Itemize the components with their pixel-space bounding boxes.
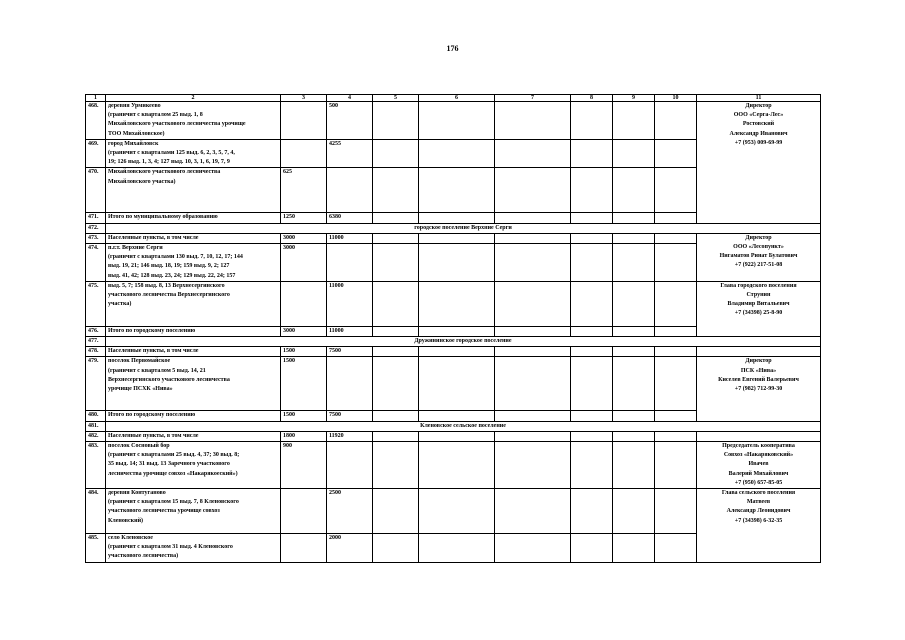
table-row (86, 347, 821, 357)
description-line: (граничит с кварталом 15 выд. 7, 8 Кленовского (108, 499, 239, 506)
page-number: 176 (446, 44, 459, 53)
description-line: Кленовский) (108, 517, 144, 524)
empty-cell-col-9 (613, 489, 655, 534)
empty-cell-col-8 (571, 357, 613, 411)
description-line: 35 выд. 14; 31 выд. 13 Заречного участкового (108, 461, 230, 468)
empty-cell-col-6 (419, 233, 495, 243)
empty-cell-col-5 (373, 139, 419, 168)
table-row (86, 233, 821, 243)
area-col-3: 3000 (281, 233, 327, 243)
empty-cell-col-9 (613, 357, 655, 411)
table-row (86, 442, 821, 489)
empty-cell-col-6 (419, 347, 495, 357)
description-line: (граничит с кварталами 130 выд. 7, 10, 12, 17; 144 (108, 254, 243, 261)
empty-cell-col-10 (655, 102, 697, 140)
settlement-description (106, 233, 281, 243)
description-line: Михайловского участкового лесничества урочище (108, 121, 246, 128)
empty-cell-col-9 (613, 411, 655, 421)
contact-line: ПСК «Нива» (740, 367, 777, 374)
settlement-description (106, 442, 281, 489)
description-line: ТОО Михайловское) (108, 130, 165, 137)
column-header: 1 (86, 95, 106, 102)
empty-cell-col-10 (655, 431, 697, 441)
column-header: 3 (281, 95, 327, 102)
empty-cell-col-7 (495, 139, 571, 168)
empty-cell-col-9 (613, 102, 655, 140)
empty-cell-col-5 (373, 442, 419, 489)
row-number: 470. (86, 168, 106, 213)
empty-cell-col-9 (613, 534, 655, 563)
row-number: 485. (86, 534, 106, 563)
section-title: Дружининское городское поселение (106, 337, 821, 347)
empty-cell-col-10 (655, 168, 697, 213)
description-line: (граничит с кварталом 5 выд. 14, 21 (108, 367, 206, 374)
empty-cell-col-10 (655, 281, 697, 326)
contact-line: Нигаматов Ринат Булатович (719, 253, 798, 260)
contact-line: Александр Леонидович (726, 508, 791, 515)
empty-cell-col-9 (613, 281, 655, 326)
description-line: выд. 41, 42; 128 выд. 23, 24; 129 выд. 22, 24; 157 (108, 272, 236, 279)
empty-cell-col-5 (373, 168, 419, 213)
contact-line: Ивачев (748, 461, 769, 468)
area-col-3 (281, 534, 327, 563)
empty-cell-col-6 (419, 244, 495, 282)
description-line: участкового лесничества урочище совхоз (108, 508, 220, 515)
contact-line: Глава сельского поселения (721, 490, 796, 497)
empty-cell-col-8 (571, 442, 613, 489)
area-col-4: 11000 (327, 326, 373, 336)
row-number: 479. (86, 357, 106, 411)
area-col-4: 2500 (327, 489, 373, 534)
contact-line: Директор (745, 358, 772, 365)
empty-cell-col-9 (613, 244, 655, 282)
area-col-3: 1500 (281, 347, 327, 357)
empty-cell-col-6 (419, 281, 495, 326)
empty-cell-col-6 (419, 102, 495, 140)
empty-cell-col-5 (373, 102, 419, 140)
description-line: деревня Урмикеево (108, 103, 161, 109)
description-line: Итого по городскому поселению (108, 412, 196, 419)
contact-line: +7 (953) 009-69-99 (734, 139, 783, 146)
table-row (86, 357, 821, 411)
responsible-contact (697, 102, 821, 224)
area-col-4: 11920 (327, 431, 373, 441)
description-line: деревня Контуганово (108, 490, 166, 497)
description-line: Населенные пункты, в том числе (108, 432, 199, 439)
area-col-4: 11000 (327, 233, 373, 243)
area-col-4: 500 (327, 102, 373, 140)
row-number: 476. (86, 326, 106, 336)
empty-cell-col-7 (495, 431, 571, 441)
description-line: село Кленовское (108, 535, 153, 542)
area-col-3: 1250 (281, 213, 327, 223)
contact-line: Струнин (746, 292, 771, 299)
empty-cell-col-5 (373, 489, 419, 534)
empty-cell-col-5 (373, 213, 419, 223)
description-line: участкового лесничества) (108, 553, 179, 560)
area-col-3: 3000 (281, 244, 327, 282)
column-header: 6 (419, 95, 495, 102)
row-number: 472. (86, 223, 106, 233)
description-line: лесничества урочище совхоз «Накарякоеский») (108, 470, 238, 477)
area-col-3: 1500 (281, 357, 327, 411)
empty-cell-col-6 (419, 168, 495, 213)
forest-boundary-table (85, 94, 821, 563)
empty-cell-col-5 (373, 411, 419, 421)
description-line: (граничит с кварталами 125 выд. 6, 2, 3, 5, 7, 4, (108, 150, 235, 157)
empty-cell-col-6 (419, 411, 495, 421)
responsible-contact (697, 442, 821, 489)
area-col-3 (281, 489, 327, 534)
contact-line: +7 (922) 217-51-08 (734, 262, 783, 269)
section-row (86, 337, 821, 347)
empty-cell-col-7 (495, 489, 571, 534)
empty-cell-col-9 (613, 347, 655, 357)
description-line: поселок Первомайское (108, 358, 171, 365)
area-col-3 (281, 102, 327, 140)
description-line: урочище ПСХК «Нива» (108, 386, 173, 393)
empty-cell-col-6 (419, 534, 495, 563)
empty-cell-col-10 (655, 326, 697, 336)
settlement-description (106, 281, 281, 326)
empty-cell-col-9 (613, 213, 655, 223)
settlement-description (106, 489, 281, 534)
column-header: 5 (373, 95, 419, 102)
area-col-3 (281, 139, 327, 168)
empty-cell-col-5 (373, 431, 419, 441)
contact-line: +7 (34398) 25-8-90 (734, 310, 783, 317)
description-line: выд. 19, 21; 146 выд. 18, 19; 159 выд. 9, 2; 127 (108, 263, 230, 270)
empty-cell-col-8 (571, 411, 613, 421)
empty-cell-col-7 (495, 281, 571, 326)
empty-cell-col-10 (655, 139, 697, 168)
empty-cell-col-5 (373, 326, 419, 336)
area-col-4: 7500 (327, 411, 373, 421)
contact-line: Директор (745, 234, 772, 241)
empty-cell-col-5 (373, 534, 419, 563)
description-line: 19; 126 выд. 1, 3, 4; 127 выд. 10, 3, 1, 6, 19, 7, 9 (108, 159, 230, 166)
area-col-4 (327, 357, 373, 411)
empty-cell-col-9 (613, 168, 655, 213)
empty-cell-col-8 (571, 326, 613, 336)
area-col-4: 7500 (327, 347, 373, 357)
area-col-4 (327, 244, 373, 282)
empty-cell-col-7 (495, 357, 571, 411)
area-col-4 (327, 442, 373, 489)
empty-cell-col-8 (571, 244, 613, 282)
empty-cell-col-6 (419, 357, 495, 411)
description-line: Населенные пункты, в том числе (108, 348, 199, 355)
column-header: 11 (697, 95, 821, 102)
row-number: 474. (86, 244, 106, 282)
area-col-4: 11000 (327, 281, 373, 326)
contact-line: +7 (950) 657-85-05 (734, 479, 783, 486)
row-number: 482. (86, 431, 106, 441)
row-number: 471. (86, 213, 106, 223)
description-line: участкового лесничества Верхнесергинского (108, 292, 230, 299)
table-row (86, 431, 821, 441)
row-number: 468. (86, 102, 106, 140)
area-col-4: 2000 (327, 534, 373, 563)
description-line: Итого по городскому поселению (108, 327, 196, 334)
contact-line: Александр Иванович (729, 130, 788, 137)
contact-line: Матвеев (746, 499, 771, 506)
empty-cell-col-8 (571, 347, 613, 357)
empty-cell-col-7 (495, 347, 571, 357)
empty-cell-col-5 (373, 357, 419, 411)
responsible-contact (697, 489, 821, 563)
area-col-3: 1500 (281, 411, 327, 421)
column-header: 7 (495, 95, 571, 102)
area-col-3: 1800 (281, 431, 327, 441)
empty-cell-col-8 (571, 213, 613, 223)
empty-cell-col-7 (495, 244, 571, 282)
description-line: поселок Сосновый бор (108, 443, 170, 450)
settlement-description (106, 213, 281, 223)
empty-cell-col-9 (613, 326, 655, 336)
table-body (86, 102, 821, 563)
area-col-3 (281, 281, 327, 326)
area-col-3: 900 (281, 442, 327, 489)
empty-cell-col-9 (613, 139, 655, 168)
empty-cell-col-8 (571, 168, 613, 213)
row-number: 480. (86, 411, 106, 421)
description-line: город Михайловск (108, 140, 159, 147)
responsible-contact (697, 431, 821, 441)
empty-cell-col-6 (419, 213, 495, 223)
row-number: 475. (86, 281, 106, 326)
empty-cell-col-8 (571, 534, 613, 563)
settlement-description (106, 431, 281, 441)
contact-line: Владимир Витальевич (727, 301, 790, 308)
empty-cell-col-9 (613, 442, 655, 489)
settlement-description (106, 102, 281, 140)
settlement-description (106, 534, 281, 563)
empty-cell-col-8 (571, 139, 613, 168)
empty-cell-col-6 (419, 442, 495, 489)
settlement-description (106, 347, 281, 357)
area-col-3: 3000 (281, 326, 327, 336)
row-number: 469. (86, 139, 106, 168)
table-row (86, 281, 821, 326)
responsible-contact (697, 281, 821, 336)
row-number: 478. (86, 347, 106, 357)
settlement-description (106, 326, 281, 336)
contact-line: Совхоз «Накаряковский» (723, 452, 794, 459)
column-header: 9 (613, 95, 655, 102)
empty-cell-col-5 (373, 244, 419, 282)
settlement-description (106, 357, 281, 411)
description-line: выд. 5, 7; 158 выд. 8, 13 Верхнесергинского (108, 282, 225, 289)
empty-cell-col-9 (613, 233, 655, 243)
column-header: 8 (571, 95, 613, 102)
settlement-description (106, 139, 281, 168)
empty-cell-col-7 (495, 442, 571, 489)
row-number: 477. (86, 337, 106, 347)
empty-cell-col-8 (571, 281, 613, 326)
empty-cell-col-8 (571, 102, 613, 140)
empty-cell-col-7 (495, 102, 571, 140)
description-line: Михайловского участкового лесничества (108, 169, 221, 176)
area-col-4: 6380 (327, 213, 373, 223)
description-line: Населенные пункты, в том числе (108, 234, 199, 241)
description-line: участка) (108, 301, 132, 308)
empty-cell-col-7 (495, 326, 571, 336)
section-row (86, 421, 821, 431)
table-row (86, 489, 821, 534)
empty-cell-col-10 (655, 244, 697, 282)
empty-cell-col-6 (419, 431, 495, 441)
empty-cell-col-8 (571, 489, 613, 534)
header-row (86, 95, 821, 102)
contact-line: Директор (745, 103, 772, 109)
column-header: 10 (655, 95, 697, 102)
contact-line: ООО «Лесопункт» (733, 244, 784, 251)
empty-cell-col-6 (419, 326, 495, 336)
responsible-contact (697, 357, 821, 421)
contact-line: Ростовский (742, 121, 775, 128)
empty-cell-col-5 (373, 281, 419, 326)
empty-cell-col-10 (655, 347, 697, 357)
contact-line: Киселев Евгений Валерьевич (718, 376, 799, 383)
table-row (86, 102, 821, 140)
column-header: 2 (106, 95, 281, 102)
contact-line: +7 (982) 712-99-30 (734, 386, 783, 393)
empty-cell-col-10 (655, 442, 697, 489)
empty-cell-col-10 (655, 411, 697, 421)
row-number: 473. (86, 233, 106, 243)
empty-cell-col-7 (495, 233, 571, 243)
area-col-4 (327, 168, 373, 213)
description-line: Итого по муниципальному образованию (108, 214, 218, 221)
description-line: (граничит с кварталами 25 выд. 4, 37; 30 выд. 8; (108, 452, 240, 459)
empty-cell-col-7 (495, 411, 571, 421)
row-number: 481. (86, 421, 106, 431)
description-line: п.г.т. Верхние Серги (108, 245, 163, 252)
settlement-description (106, 244, 281, 282)
empty-cell-col-6 (419, 139, 495, 168)
empty-cell-col-5 (373, 233, 419, 243)
row-number: 484. (86, 489, 106, 534)
section-row (86, 223, 821, 233)
description-line: Михайловского участка) (108, 178, 176, 185)
empty-cell-col-5 (373, 347, 419, 357)
contact-line: +7 (34398) 6-32-35 (734, 517, 783, 524)
empty-cell-col-10 (655, 534, 697, 563)
settlement-description (106, 411, 281, 421)
section-title: городское поселение Верхние Серги (106, 223, 821, 233)
empty-cell-col-7 (495, 534, 571, 563)
column-header: 4 (327, 95, 373, 102)
description-line: (граничит с кварталом 31 выд. 4 Кленовского (108, 544, 233, 551)
contact-line: Валерий Михайлович (728, 470, 789, 477)
settlement-description (106, 168, 281, 213)
description-line: Верхнесергинского участкового лесничества (108, 376, 230, 383)
empty-cell-col-7 (495, 168, 571, 213)
description-line: (граничит с кварталом 25 выд. 1, 8 (108, 112, 203, 119)
contact-line: Председатель кооператива (722, 443, 795, 450)
area-col-3: 625 (281, 168, 327, 213)
empty-cell-col-7 (495, 213, 571, 223)
area-col-4: 4255 (327, 139, 373, 168)
contact-line: ООО «Серга-Лес» (733, 112, 784, 119)
empty-cell-col-8 (571, 233, 613, 243)
section-title: Кленовское сельское поселение (106, 421, 821, 431)
empty-cell-col-10 (655, 489, 697, 534)
responsible-contact (697, 347, 821, 357)
empty-cell-col-9 (613, 431, 655, 441)
contact-line: Глава городского поселения (720, 282, 797, 289)
empty-cell-col-6 (419, 489, 495, 534)
empty-cell-col-10 (655, 233, 697, 243)
empty-cell-col-10 (655, 357, 697, 411)
responsible-contact (697, 233, 821, 281)
empty-cell-col-10 (655, 213, 697, 223)
row-number: 483. (86, 442, 106, 489)
empty-cell-col-8 (571, 431, 613, 441)
